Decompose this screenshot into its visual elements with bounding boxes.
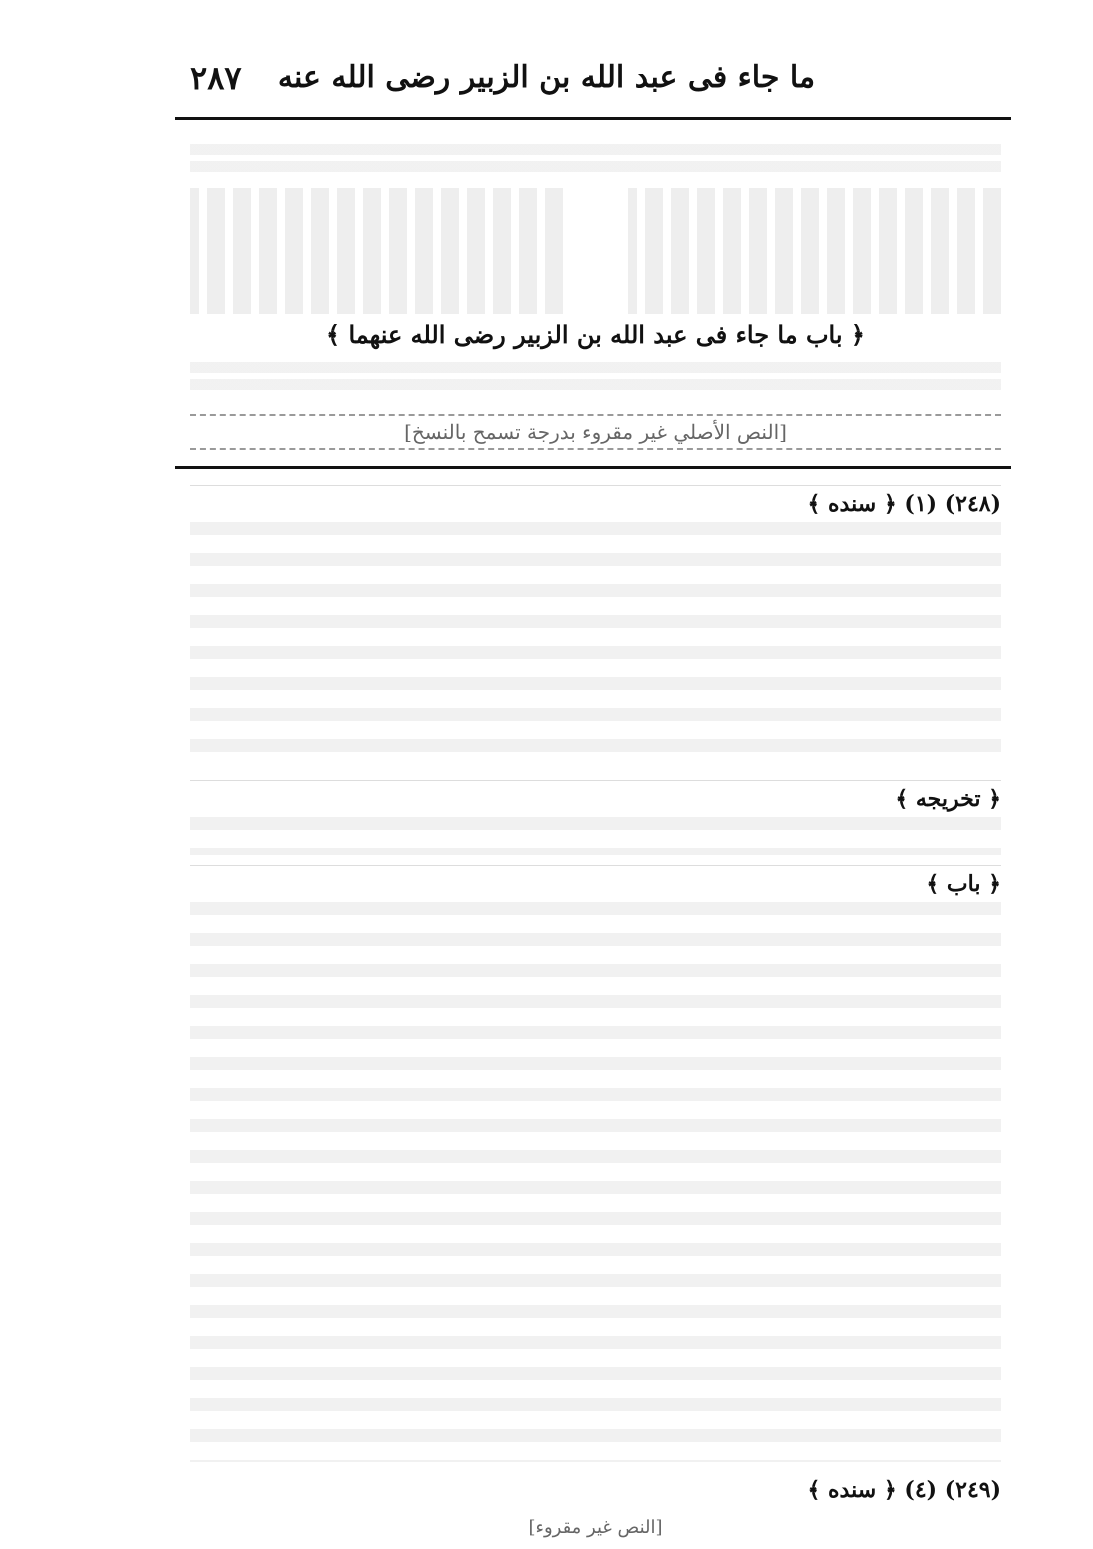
chapter-heading: ﴿ باب ما جاء فى عبد الله بن الزبير رضى الله عنهما ﴾	[326, 320, 865, 349]
main-text-section	[190, 138, 1001, 456]
poem-hemistich	[190, 230, 563, 272]
footnote-block	[190, 780, 1001, 855]
footnote-takhrij-label: ﴿ تخريجه ﴾	[895, 786, 1001, 812]
poem-verse-row	[190, 230, 1001, 272]
main-illegible-notice: [النص الأصلي غير مقروء بدرجة تسمح بالنسخ]	[190, 414, 1001, 450]
poem-hemistich	[628, 230, 1001, 272]
footnote-sanad-label: (٢٤٨) (١) ﴿ سنده ﴾	[807, 491, 1001, 517]
running-title: ما جاء فى عبد الله بن الزبير رضى الله عنه	[277, 60, 816, 95]
hadith-249-text-placeholder	[190, 362, 1001, 406]
poem-hemistich	[628, 272, 1001, 314]
page-number: ٢٨٧	[190, 59, 242, 97]
poem-hemistich	[628, 188, 1001, 230]
footnote-block	[190, 485, 1001, 770]
poem-verse-row	[190, 272, 1001, 314]
footnotes-section	[190, 485, 1001, 1538]
footnote-block	[190, 865, 1001, 1462]
footnote-commentary-placeholder	[190, 817, 1001, 855]
footnote-illegible-notice: [النص غير مقروء]	[528, 1517, 663, 1538]
footnote-rule	[175, 466, 1011, 469]
poem-hemistich	[190, 272, 563, 314]
poem-hemistich	[190, 188, 563, 230]
hadith-248-text-placeholder	[190, 144, 1001, 188]
footnote-commentary-placeholder	[190, 522, 1001, 770]
footnote-last-label: (٢٤٩) (٤) ﴿ سنده ﴾	[807, 1477, 1001, 1503]
footnote-bab-label: ﴿ باب ﴾	[926, 871, 1001, 897]
poem-verse-row	[190, 188, 1001, 230]
header-rule	[175, 117, 1011, 120]
footnote-commentary-placeholder	[190, 902, 1001, 1462]
